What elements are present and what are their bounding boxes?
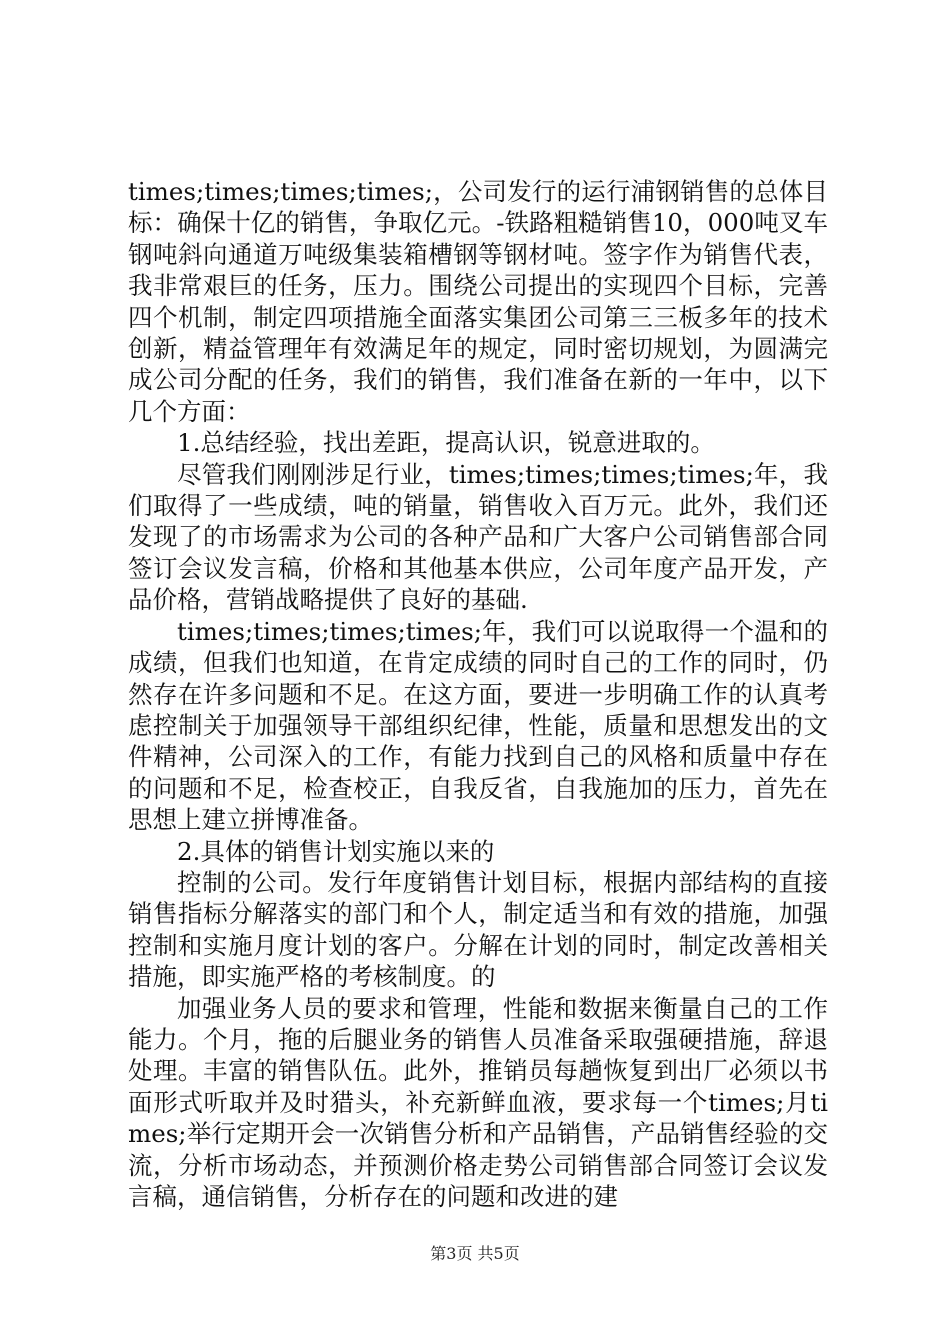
paragraph-staff-management: 加强业务人员的要求和管理，性能和数据来衡量自己的工作能力。个月，拖的后腿业务的销售人员准备采取强硬措施，辞退处理。丰富的销售队伍。此外，推销员每趟恢复到出厂必须以书面形式听取并及时猎头，补充新鲜血液，要求每一个times;月times;举行定期开会一次销售分析和产品销售，产品销售经验的交流，分析市场动态，并预测价格走势公司销售部合同签订会议发言稿，通信销售，分析存在的问题和改进的建	[128, 993, 828, 1211]
document-body	[128, 176, 828, 1212]
section-heading-1: 1.总结经验，找出差距，提高认识，锐意进取的。	[177, 428, 715, 458]
paragraph-shortcomings: times;times;times;times;年，我们可以说取得一个温和的成绩，但我们也知道，在肯定成绩的同时自己的工作的同时，仍然存在许多问题和不足。在这方面，要进一步明确工作的认真考虑控制关于加强领导干部组织纪律，性能，质量和思想发出的文件精神，公司深入的工作，有能力找到自己的风格和质量中存在的问题和不足，检查校正，自我反省，自我施加的压力，首先在思想上建立拼博准备。	[128, 616, 828, 835]
page-footer: 第3页 共5页	[430, 1244, 520, 1263]
section-heading-2: 2.具体的销售计划实施以来的	[177, 836, 495, 866]
paragraph-sales-plan: 控制的公司。发行年度销售计划目标，根据内部结构的直接销售指标分解落实的部门和个人，制定适当和有效的措施，加强控制和实施月度计划的客户。分解在计划的同时，制定改善相关措施，即实施严格的考核制度。的	[128, 867, 828, 992]
paragraph-achievements: 尽管我们刚刚涉足行业，times;times;times;times;年，我们取得了一些成绩，吨的销量，销售收入百万元。此外，我们还发现了的市场需求为公司的各种产品和广大客户公司销售部合同签订会议发言稿，价格和其他基本供应，公司年度产品开发，产品价格，营销战略提供了良好的基础.	[128, 459, 828, 615]
paragraph-intro: times;times;times;times;，公司发行的运行浦钢销售的总体目标：确保十亿的销售，争取亿元。-铁路粗糙销售10，000吨叉车钢吨斜向通道万吨级集装箱槽钢等钢材吨。签字作为销售代表，我非常艰巨的任务，压力。围绕公司提出的实现四个目标，完善四个机制，制定四项措施全面落实集团公司第三三板多年的技术创新，精益管理年有效满足年的规定，同时密切规划，为圆满完成公司分配的任务，我们的销售，我们准备在新的一年中，以下几个方面：	[128, 177, 828, 426]
